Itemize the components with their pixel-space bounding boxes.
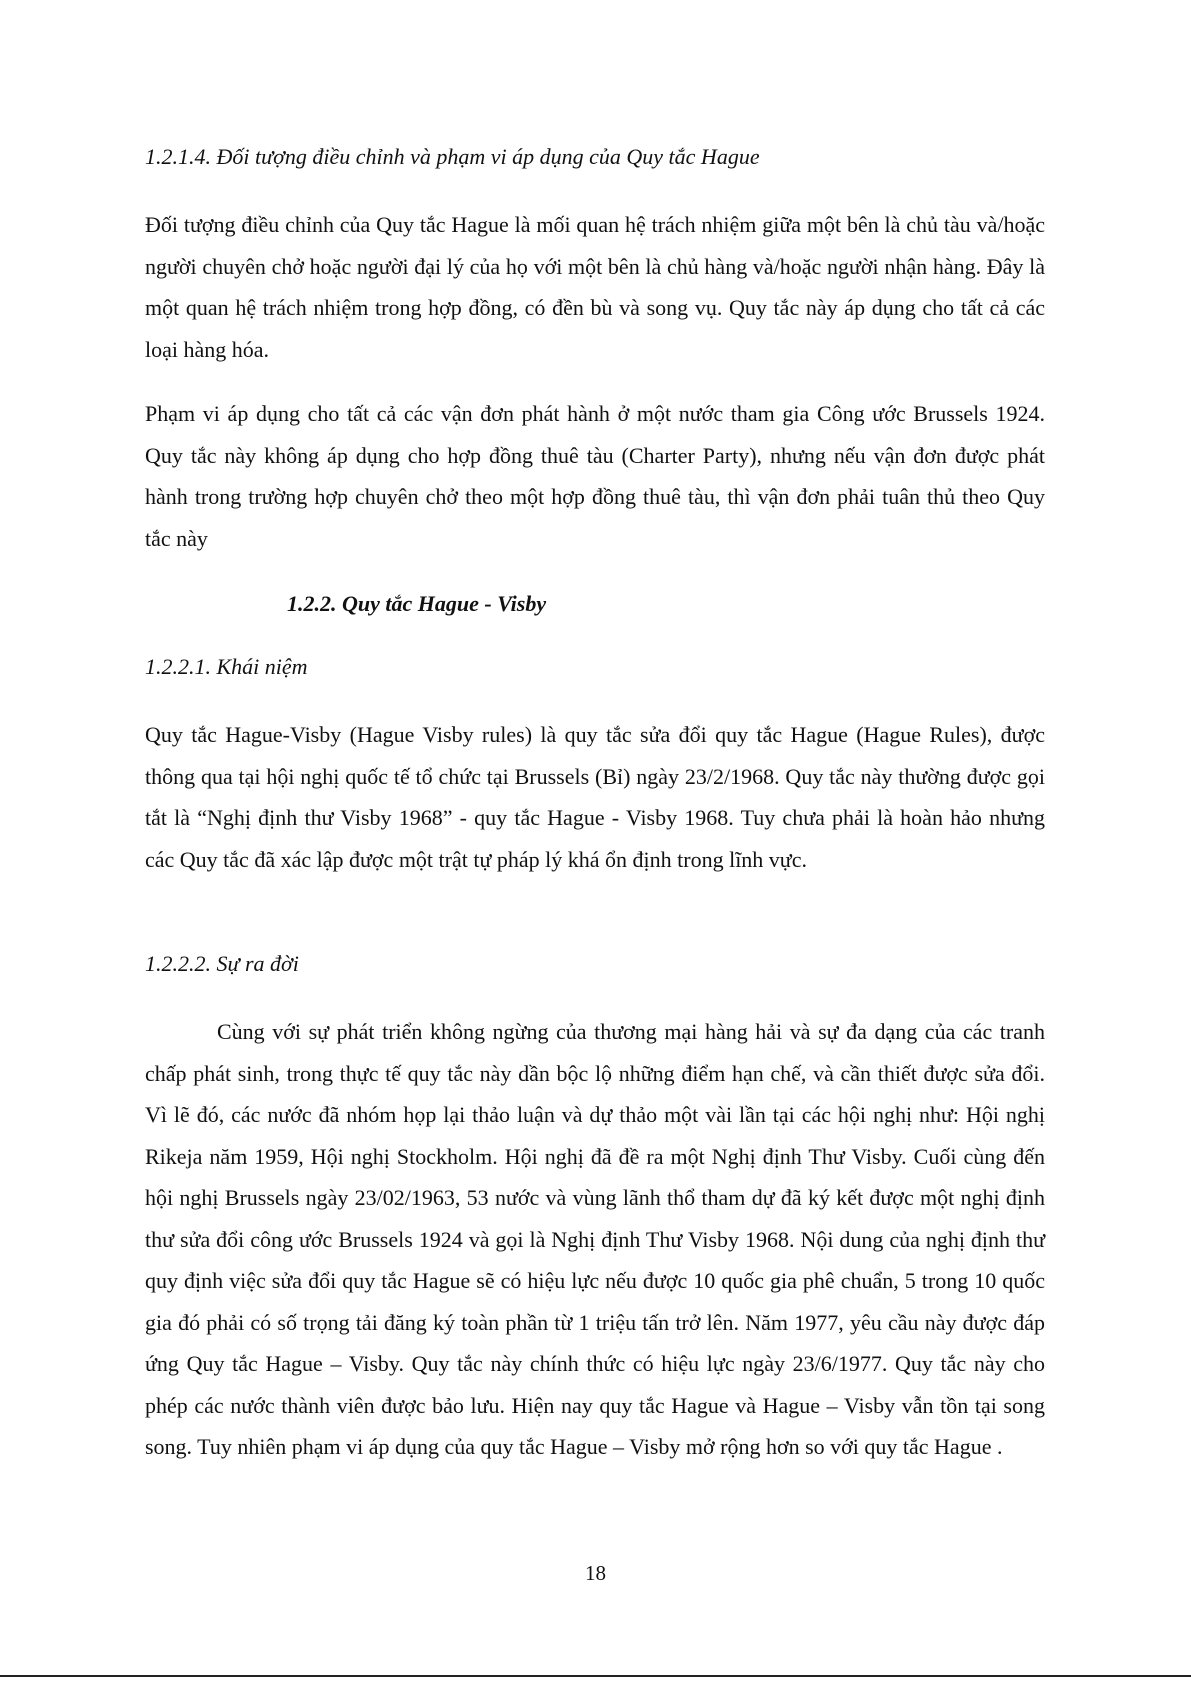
page-number: 18	[585, 1561, 606, 1585]
section-1214-paragraph-1: Đối tượng điều chỉnh của Quy tắc Hague là mối quan hệ trách nhiệm giữa một bên là chủ tàu và/hoặc người chuyên chở hoặc người đại lý của họ với một bên là chủ hàng và/hoặc người nhận hàng. Đây là một quan hệ trách nhiệm trong hợp đồng, có đền bù và song vụ. Quy tắc này áp dụng cho tất cả các loại hàng hóa.	[145, 212, 1045, 362]
section-1222-paragraph: Cùng với sự phát triển không ngừng của thương mại hàng hải và sự đa dạng của các tranh chấp phát sinh, trong thực tế quy tắc này dần bộc lộ những điểm hạn chế, và cần thiết được sửa đổi. Vì lẽ đó, các nước đã nhóm họp lại thảo luận và dự thảo một vài lần tại các hội nghị như: Hội nghị Rikeja năm 1959, Hội nghị Stockholm. Hội nghị đã đề ra một Nghị định Thư Visby. Cuối cùng đến hội nghị Brussels ngày 23/02/1963, 53 nước và vùng lãnh thổ tham dự đã ký kết được một nghị định thư sửa đổi công ước Brussels 1924 và gọi là Nghị định Thư Visby 1968. Nội dung của nghị định thư quy định việc sửa đổi quy tắc Hague sẽ có hiệu lực nếu được 10 quốc gia phê chuẩn, 5 trong 10 quốc gia đó phải có số trọng tải đăng ký toàn phần từ 1 triệu tấn trở lên. Năm 1977, yêu cầu này được đáp ứng Quy tắc Hague – Visby. Quy tắc này chính thức có hiệu lực ngày 23/6/1977. Quy tắc này cho phép các nước thành viên được bảo lưu. Hiện nay quy tắc Hague và Hague – Visby vẫn tồn tại song song. Tuy nhiên phạm vi áp dụng của quy tắc Hague – Visby mở rộng hơn so với quy tắc Hague .	[145, 1019, 1045, 1459]
section-1214-heading: 1.2.1.4. Đối tượng điều chỉnh và phạm vi áp dụng của Quy tắc Hague	[145, 144, 760, 169]
section-1214-paragraph-2: Phạm vi áp dụng cho tất cả các vận đơn phát hành ở một nước tham gia Công ước Brussels 1924. Quy tắc này không áp dụng cho hợp đồng thuê tàu (Charter Party), nhưng nếu vận đơn được phát hành trong trường hợp chuyên chở theo một hợp đồng thuê tàu, thì vận đơn phải tuân thủ theo Quy tắc này	[145, 401, 1045, 551]
section-1221-heading: 1.2.2.1. Khái niệm	[145, 654, 308, 679]
section-1222-heading: 1.2.2.2. Sự ra đời	[145, 951, 299, 976]
section-122-heading: 1.2.2. Quy tắc Hague - Visby	[287, 591, 547, 616]
bottom-divider	[0, 1675, 1191, 1677]
section-1221-paragraph: Quy tắc Hague-Visby (Hague Visby rules) là quy tắc sửa đổi quy tắc Hague (Hague Rules), được thông qua tại hội nghị quốc tế tổ chức tại Brussels (Bỉ) ngày 23/2/1968. Quy tắc này thường được gọi tắt là “Nghị định thư Visby 1968” - quy tắc Hague - Visby 1968. Tuy chưa phải là hoàn hảo nhưng các Quy tắc đã xác lập được một trật tự pháp lý khá ổn định trong lĩnh vực.	[145, 722, 1045, 872]
